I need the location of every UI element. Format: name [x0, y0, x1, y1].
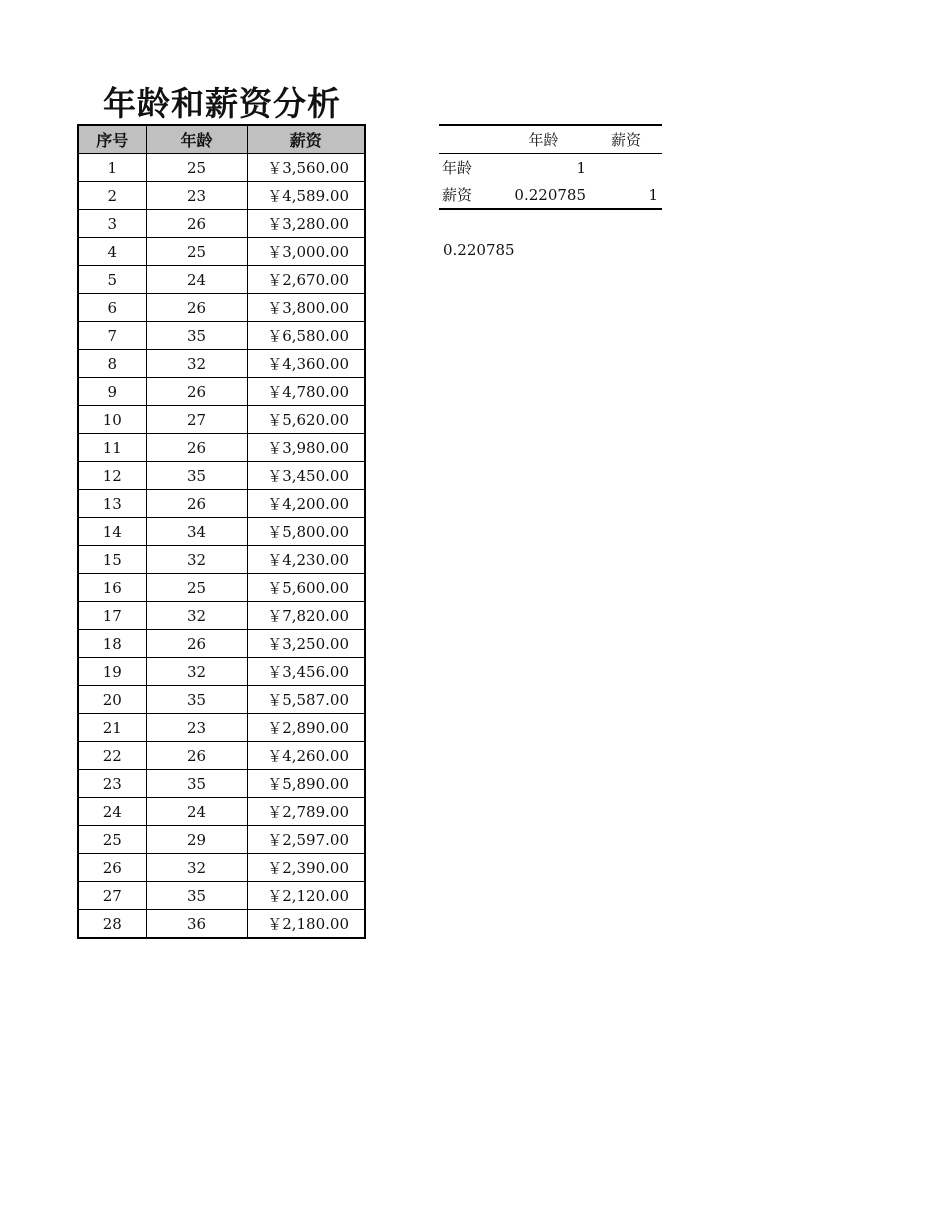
table-row: [78, 210, 365, 238]
correlation-header-salary[interactable]: 薪资: [610, 131, 641, 149]
index-cell[interactable]: 4: [78, 238, 146, 266]
salary-cell[interactable]: ￥2,180.00: [247, 910, 365, 939]
index-cell[interactable]: 5: [78, 266, 146, 294]
header-index[interactable]: 序号: [78, 125, 146, 154]
correlation-cell[interactable]: 0.220785: [514, 185, 586, 204]
age-cell[interactable]: 26: [146, 742, 247, 770]
index-cell[interactable]: 22: [78, 742, 146, 770]
salary-cell[interactable]: ￥4,230.00: [247, 546, 365, 574]
table-row: [78, 658, 365, 686]
salary-cell[interactable]: ￥3,560.00: [247, 154, 365, 182]
table-row: [78, 154, 365, 182]
table-row: [78, 910, 365, 939]
age-cell[interactable]: 25: [146, 574, 247, 602]
age-cell[interactable]: 23: [146, 714, 247, 742]
table-row: [78, 854, 365, 882]
age-cell[interactable]: 26: [146, 490, 247, 518]
table-row: [78, 294, 365, 322]
salary-cell[interactable]: ￥5,600.00: [247, 574, 365, 602]
table-row: [78, 602, 365, 630]
age-cell[interactable]: 26: [146, 434, 247, 462]
salary-cell[interactable]: ￥4,360.00: [247, 350, 365, 378]
salary-cell[interactable]: ￥3,800.00: [247, 294, 365, 322]
salary-cell[interactable]: ￥4,589.00: [247, 182, 365, 210]
index-cell[interactable]: 21: [78, 714, 146, 742]
salary-cell[interactable]: ￥2,390.00: [247, 854, 365, 882]
age-cell[interactable]: 35: [146, 770, 247, 798]
correlation-cell[interactable]: [590, 154, 662, 182]
index-cell[interactable]: 26: [78, 854, 146, 882]
correlation-row-label[interactable]: 薪资: [442, 186, 473, 204]
table-row: [78, 714, 365, 742]
salary-cell[interactable]: ￥3,250.00: [247, 630, 365, 658]
age-cell[interactable]: 27: [146, 406, 247, 434]
salary-cell[interactable]: ￥2,670.00: [247, 266, 365, 294]
age-cell[interactable]: 25: [146, 238, 247, 266]
salary-cell[interactable]: ￥5,620.00: [247, 406, 365, 434]
index-cell[interactable]: 14: [78, 518, 146, 546]
salary-cell[interactable]: ￥2,597.00: [247, 826, 365, 854]
salary-cell[interactable]: ￥3,980.00: [247, 434, 365, 462]
age-cell[interactable]: 35: [146, 882, 247, 910]
index-cell[interactable]: 6: [78, 294, 146, 322]
age-cell[interactable]: 26: [146, 294, 247, 322]
age-cell[interactable]: 26: [146, 630, 247, 658]
age-cell[interactable]: 32: [146, 546, 247, 574]
age-cell[interactable]: 26: [146, 378, 247, 406]
correlation-cell[interactable]: 1: [576, 158, 586, 177]
index-cell[interactable]: 11: [78, 434, 146, 462]
index-cell[interactable]: 12: [78, 462, 146, 490]
index-cell[interactable]: 7: [78, 322, 146, 350]
correlation-table: [439, 124, 662, 210]
table-row: [78, 378, 365, 406]
data-table-body: [78, 154, 365, 939]
age-cell[interactable]: 23: [146, 182, 247, 210]
index-cell[interactable]: 15: [78, 546, 146, 574]
correlation-row-salary: [439, 181, 662, 209]
age-cell[interactable]: 36: [146, 910, 247, 939]
page-title: 年龄和薪资分析: [103, 84, 341, 123]
table-row: [78, 770, 365, 798]
table-header-row: [78, 125, 365, 154]
age-cell[interactable]: 29: [146, 826, 247, 854]
age-cell[interactable]: 32: [146, 854, 247, 882]
table-row: [78, 266, 365, 294]
age-cell[interactable]: 35: [146, 462, 247, 490]
salary-cell[interactable]: ￥4,200.00: [247, 490, 365, 518]
age-cell[interactable]: 32: [146, 658, 247, 686]
table-row: [78, 490, 365, 518]
age-cell[interactable]: 24: [146, 798, 247, 826]
table-row: [78, 546, 365, 574]
table-row: [78, 406, 365, 434]
table-row: [78, 182, 365, 210]
table-row: [78, 518, 365, 546]
index-cell[interactable]: 20: [78, 686, 146, 714]
index-cell[interactable]: 13: [78, 490, 146, 518]
index-cell[interactable]: 1: [78, 154, 146, 182]
correlation-cell[interactable]: 1: [648, 185, 658, 204]
header-age[interactable]: 年龄: [146, 125, 247, 154]
salary-cell[interactable]: ￥6,580.00: [247, 322, 365, 350]
index-cell[interactable]: 28: [78, 910, 146, 939]
age-cell[interactable]: 24: [146, 266, 247, 294]
correlation-row-label[interactable]: 年龄: [442, 159, 473, 177]
table-row: [78, 322, 365, 350]
salary-cell[interactable]: ￥7,820.00: [247, 602, 365, 630]
index-cell[interactable]: 24: [78, 798, 146, 826]
table-row: [78, 350, 365, 378]
index-cell[interactable]: 9: [78, 378, 146, 406]
index-cell[interactable]: 19: [78, 658, 146, 686]
salary-cell[interactable]: ￥5,890.00: [247, 770, 365, 798]
correlation-header-age[interactable]: 年龄: [528, 131, 559, 149]
salary-cell[interactable]: ￥2,890.00: [247, 714, 365, 742]
table-row: [78, 238, 365, 266]
index-cell[interactable]: 8: [78, 350, 146, 378]
salary-cell[interactable]: ￥4,260.00: [247, 742, 365, 770]
index-cell[interactable]: 18: [78, 630, 146, 658]
table-row: [78, 742, 365, 770]
salary-cell[interactable]: ￥3,280.00: [247, 210, 365, 238]
index-cell[interactable]: 16: [78, 574, 146, 602]
table-row: [78, 574, 365, 602]
index-cell[interactable]: 17: [78, 602, 146, 630]
table-row: [78, 686, 365, 714]
table-row: [78, 798, 365, 826]
age-cell[interactable]: 26: [146, 210, 247, 238]
index-cell[interactable]: 23: [78, 770, 146, 798]
correlation-header-blank[interactable]: [439, 125, 497, 154]
salary-cell[interactable]: ￥5,800.00: [247, 518, 365, 546]
salary-cell[interactable]: ￥2,789.00: [247, 798, 365, 826]
table-row: [78, 826, 365, 854]
age-cell[interactable]: 32: [146, 602, 247, 630]
correlation-header-row: [439, 125, 662, 154]
table-row: [78, 630, 365, 658]
index-cell[interactable]: 10: [78, 406, 146, 434]
age-cell[interactable]: 32: [146, 350, 247, 378]
salary-cell[interactable]: ￥3,456.00: [247, 658, 365, 686]
correlation-value-cell[interactable]: 0.220785: [443, 241, 515, 259]
index-cell[interactable]: 2: [78, 182, 146, 210]
age-cell[interactable]: 35: [146, 686, 247, 714]
age-cell[interactable]: 34: [146, 518, 247, 546]
salary-cell[interactable]: ￥3,450.00: [247, 462, 365, 490]
data-table: [77, 124, 366, 939]
header-salary[interactable]: 薪资: [247, 125, 365, 154]
salary-cell[interactable]: ￥3,000.00: [247, 238, 365, 266]
correlation-row-age: [439, 154, 662, 182]
salary-cell[interactable]: ￥2,120.00: [247, 882, 365, 910]
age-cell[interactable]: 35: [146, 322, 247, 350]
salary-cell[interactable]: ￥5,587.00: [247, 686, 365, 714]
salary-cell[interactable]: ￥4,780.00: [247, 378, 365, 406]
index-cell[interactable]: 3: [78, 210, 146, 238]
age-cell[interactable]: 25: [146, 154, 247, 182]
table-row: [78, 462, 365, 490]
index-cell[interactable]: 27: [78, 882, 146, 910]
index-cell[interactable]: 25: [78, 826, 146, 854]
table-row: [78, 882, 365, 910]
table-row: [78, 434, 365, 462]
